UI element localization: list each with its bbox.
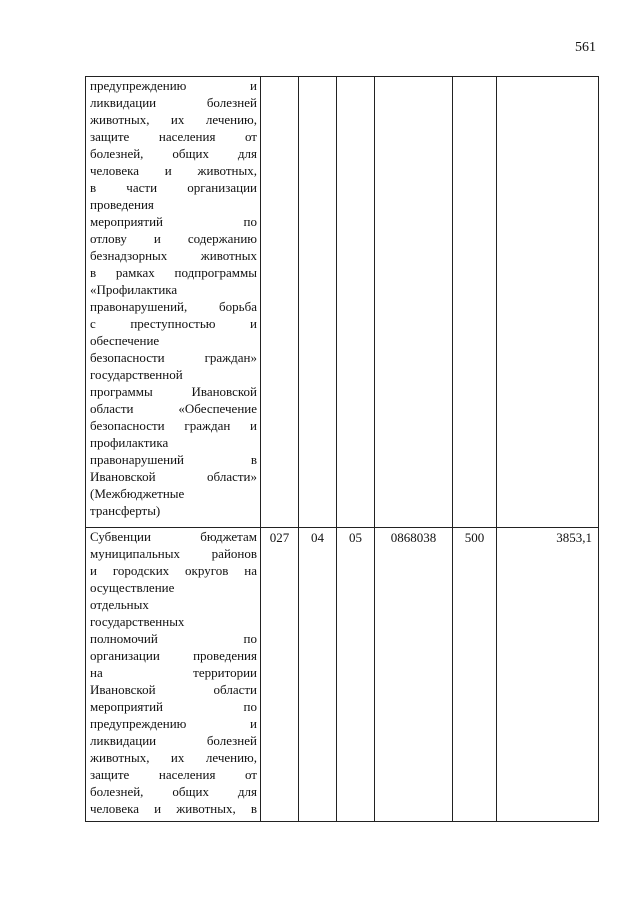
description-line: государственной — [90, 367, 183, 382]
description-line: безопасности граждан» — [90, 350, 257, 365]
description-line: защите населения от — [90, 767, 257, 782]
description-line: отдельных — [90, 597, 149, 612]
description-line: полномочий по — [90, 631, 257, 646]
description-line: трансферты) — [90, 503, 161, 518]
description-line: с преступностью и — [90, 316, 257, 331]
description-line: муниципальных районов — [90, 546, 257, 561]
description-line: на территории — [90, 665, 257, 680]
description-line: в части организации — [90, 180, 257, 195]
table-row — [86, 77, 599, 528]
subsection-code-cell — [337, 77, 375, 528]
expense-type-cell — [453, 77, 497, 528]
description-line: (Межбюджетные — [90, 486, 185, 501]
section-code-cell: 04 — [299, 528, 337, 822]
amount-cell: 3853,1 — [497, 528, 599, 822]
subsection-code-cell: 05 — [337, 528, 375, 822]
description-line: ликвидации болезней — [90, 95, 257, 110]
description-line: безопасности граждан и — [90, 418, 257, 433]
description-line: болезней, общих для — [90, 784, 257, 799]
description-cell — [86, 77, 261, 528]
table-row — [86, 528, 599, 822]
description-line: животных, их лечению, — [90, 750, 257, 765]
description-line: ликвидации болезней — [90, 733, 257, 748]
description-line: безнадзорных животных — [90, 248, 257, 263]
description-line: проведения — [90, 197, 154, 212]
description-cell — [86, 528, 261, 822]
description-line: в рамках подпрограммы — [90, 265, 257, 280]
description-line: и городских округов на — [90, 563, 257, 578]
description-line: человека и животных, в — [90, 801, 257, 816]
description-line: Ивановской области — [90, 682, 257, 697]
description-line: защите населения от — [90, 129, 257, 144]
budget-table — [85, 76, 599, 822]
description-line: отлову и содержанию — [90, 231, 257, 246]
description-line: правонарушений, борьба — [90, 299, 257, 314]
description-line: предупреждению и — [90, 716, 257, 731]
description-line: государственных — [90, 614, 185, 629]
description-line: мероприятий по — [90, 214, 257, 229]
description-line: болезней, общих для — [90, 146, 257, 161]
description-line: «Профилактика — [90, 282, 178, 297]
description-line: Ивановской области» — [90, 469, 257, 484]
description-line: правонарушений в — [90, 452, 257, 467]
ministry-code-cell — [261, 77, 299, 528]
description-line: программы Ивановской — [90, 384, 257, 399]
ministry-code-cell: 027 — [261, 528, 299, 822]
target-article-cell: 0868038 — [375, 528, 453, 822]
target-article-cell — [375, 77, 453, 528]
description-line: области «Обеспечение — [90, 401, 257, 416]
description-line: человека и животных, — [90, 163, 257, 178]
description-line: животных, их лечению, — [90, 112, 257, 127]
amount-cell — [497, 77, 599, 528]
description-line: обеспечение — [90, 333, 160, 348]
page-number: 561 — [575, 40, 596, 55]
description-line: Субвенции бюджетам — [90, 529, 257, 544]
expense-type-cell: 500 — [453, 528, 497, 822]
description-line: профилактика — [90, 435, 169, 450]
section-code-cell — [299, 77, 337, 528]
description-line: осуществление — [90, 580, 175, 595]
description-line: организации проведения — [90, 648, 257, 663]
description-line: мероприятий по — [90, 699, 257, 714]
description-line: предупреждению и — [90, 78, 257, 93]
